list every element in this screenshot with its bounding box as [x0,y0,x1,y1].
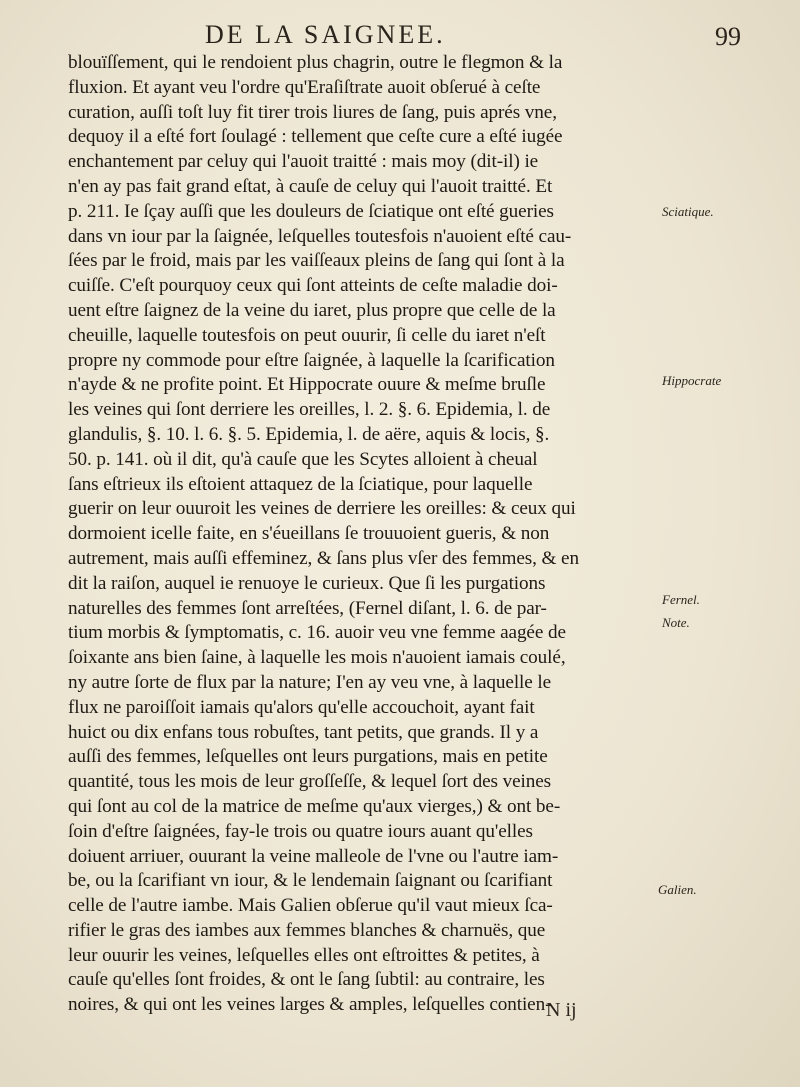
text-line: huict ou dix enfans tous robuſtes, tant petits, que grands. Il y a [68,721,539,743]
text-line: dit la raiſon, auquel ie renuoye le curieux. Que ſi les purgations [68,572,546,594]
text-line: ny autre ſorte de flux par la nature; I'en ay veu vne, à laquelle le [68,671,552,693]
text-line: cuiſſe. C'eſt pourquoy ceux qui ſont atteints de ceſte maladie doi- [68,275,558,297]
text-line: curation, auſſi toſt luy fit tirer trois liures de ſang, puis aprés vne, [68,101,557,123]
margin-note-note: Note. [662,615,690,630]
text-line: auſſi des femmes, leſquelles ont leurs purgations, mais en petite [68,746,548,768]
text-line: ſoin d'eſtre ſaignées, fay-le trois ou quatre iours auant qu'elles [68,820,533,842]
text-line: flux ne paroiſſoit iamais qu'alors qu'elle accouchoit, ayant fait [68,696,535,718]
text-line: noires, & qui ont les veines larges & amples, leſquelles contien- [68,994,552,1016]
signature-mark: N ij [546,999,577,1021]
text-line: naturelles des femmes ſont arreſtées, (Fernel diſant, l. 6. de par- [68,597,547,619]
text-line: n'ayde & ne profite point. Et Hippocrate ouure & meſme bruſle [68,374,546,396]
text-line: p. 211. Ie ſçay auſſi que les douleurs de ſciatique ont eſté gueries [68,200,554,222]
text-line: cauſe qu'elles ſont froides, & ont le ſang ſubtil: au contraire, les [68,969,545,991]
margin-note-hippocrate: Hippocrate [662,373,722,388]
text-line: 50. p. 141. où il dit, qu'à cauſe que les Scytes alloient à cheual [68,448,538,470]
text-line: autrement, mais auſſi effeminez, & ſans plus vſer des femmes, & en [68,547,579,569]
text-line: doiuent arriuer, ouurant la veine malleole de l'vne ou l'autre iam- [68,845,559,867]
page-header [0,8,800,51]
text-line: celle de l'autre iambe. Mais Galien obſerue qu'il vaut mieux ſca- [68,895,553,917]
running-head: DE LA SAIGNEE. [205,20,446,49]
text-line: be, ou la ſcarifiant vn iour, & le lendemain ſaignant ou ſcarifiant [68,870,553,892]
text-line: guerir on leur ouuroit les veines de derriere les oreilles: & ceux qui [68,498,576,520]
text-line: ſoixante ans bien ſaine, à laquelle les mois n'auoient iamais coulé, [68,647,566,669]
text-line: ſans eſtrieux ils eſtoient attaquez de la ſciatique, pour laquelle [68,473,533,495]
body-text [68,51,658,1018]
margin-note-galien: Galien. [658,882,697,897]
text-line: fluxion. Et ayant veu l'ordre qu'Eraſiſtrate auoit obſerué à ceſte [68,76,541,98]
text-line: dans vn iour par la ſaignée, leſquelles toutesfois n'auoient eſté cau- [68,225,572,247]
margin-note-fernel: Fernel. [662,592,700,607]
text-line: dequoy il a eſté fort ſoulagé : tellement que ceſte cure a eſté iugée [68,126,563,148]
text-line: rifier le gras des iambes aux femmes blanches & charnuës, que [68,919,546,941]
text-line: les veines qui ſont derriere les oreilles, l. 2. §. 6. Epidemia, l. de [68,399,551,421]
text-line: uent eſtre ſaignez de la veine du iaret, plus propre que celle de la [68,299,556,321]
text-line: n'en ay pas fait grand eſtat, à cauſe de celuy qui l'auoit traitté. Et [68,175,553,197]
text-line: dormoient icelle faite, en s'éueillans ſe trouuoient gueris, & non [68,523,550,545]
text-line: cheuille, laquelle toutesfois on peut ouurir, ſi celle du iaret n'eſt [68,324,546,346]
text-line: glandulis, §. 10. l. 6. §. 5. Epidemia, l. de aëre, aquis & locis, §. [68,423,550,445]
text-line: leur ouurir les veines, leſquelles elles ont eſtroittes & petites, à [68,944,540,966]
text-line: quantité, tous les mois de leur groſſeſſe, & lequel ſort des veines [68,771,552,793]
text-line: tium morbis & ſymptomatis, c. 16. auoir veu vne femme aagée de [68,622,566,644]
text-line: propre ny commode pour eſtre ſaignée, à laquelle la ſcarification [68,349,555,371]
text-line: qui ſont au col de la matrice de meſme qu'aux vierges,) & ont be- [68,795,561,817]
page-number: 99 [715,22,741,51]
text-line: ſées par le froid, mais par les vaiſſeaux pleins de ſang qui ſont à la [68,250,565,272]
text-line: enchantement par celuy qui l'auoit traitté : mais moy (dit-il) ie [68,151,539,173]
margin-note-sciatique: Sciatique. [662,204,714,219]
text-line: blouïſſement, qui le rendoient plus chagrin, outre le flegmon & la [68,52,563,73]
